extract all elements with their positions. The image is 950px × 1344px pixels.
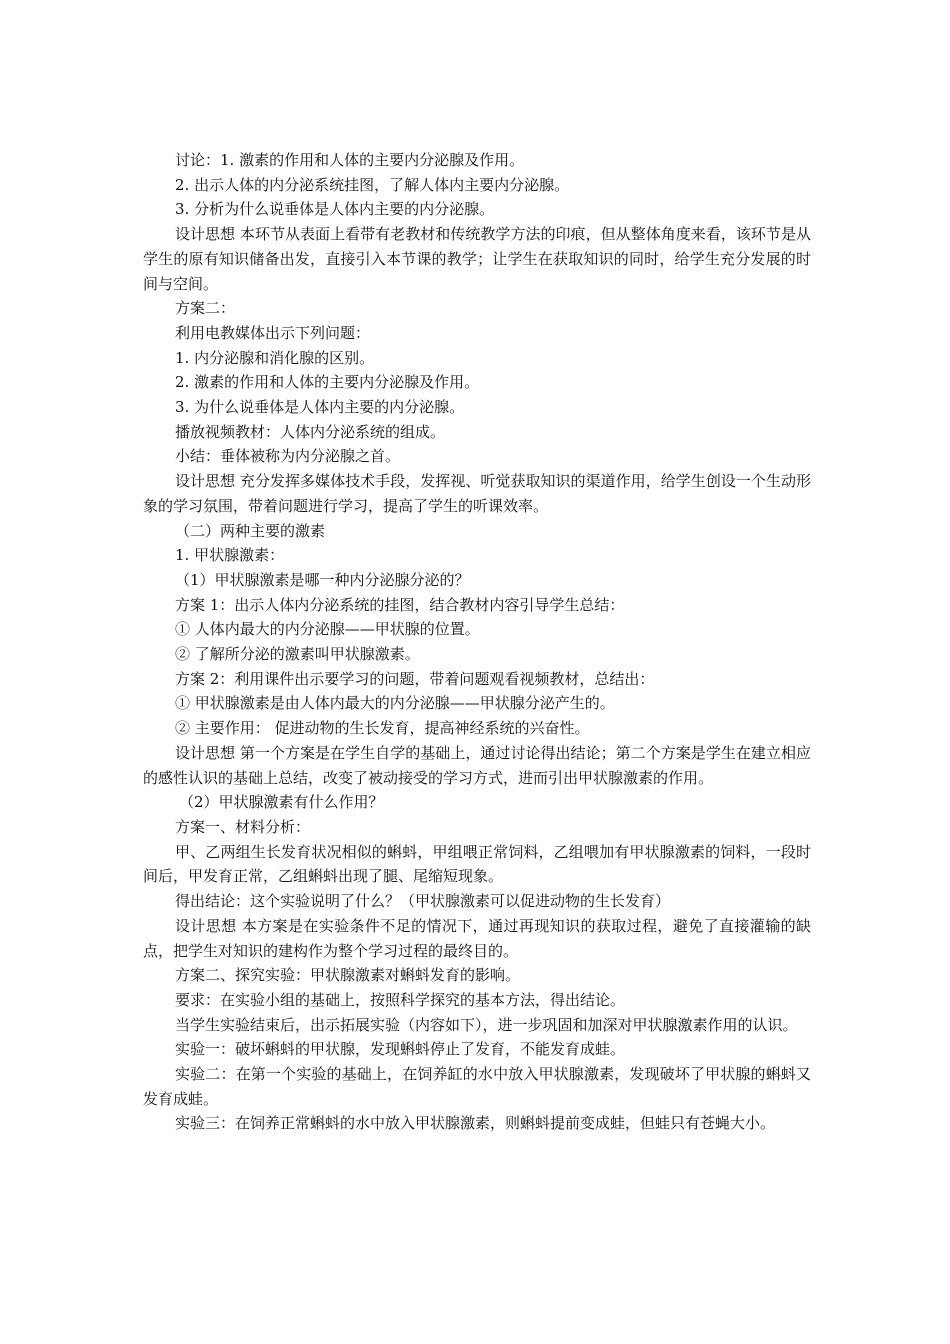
paragraph-experiment-2: 实验二：在第一个实验的基础上，在饲养缸的水中放入甲状腺激素，发现破坏了甲状腺的蝌蚪又发育成蛙。 [143,1065,811,1108]
section-heading-two-hormones: （二）两种主要的激素 [175,521,326,540]
paragraph-plan-two-experiment: 方案二、探究实验：甲状腺激素对蝌蚪发育的影响。 [175,966,521,985]
list-item-circle-1b: ① 甲状腺激素是由人体内最大的内分泌腺——甲状腺分泌产生的。 [175,694,615,713]
paragraph-plan-two-heading: 方案二： [175,299,236,318]
paragraph-design-idea-2: 设计思想 充分发挥多媒体技术手段，发挥视、听觉获取知识的渠道作用，给学生创设一个生动形象的学习氛围，带着问题进行学习，提高了学生的听课效率。 [143,472,811,515]
paragraph-question-3: 3. 为什么说垂体是人体内主要的内分泌腺。 [175,398,465,417]
question-heading-1: （1）甲状腺激素是哪一种内分泌腺分泌的？ [175,570,470,589]
paragraph-plan-1: 方案 1：出示人体内分泌系统的挂图，结合教材内容引导学生总结： [175,595,625,614]
paragraph-question-2: 2. 激素的作用和人体的主要内分泌腺及作用。 [175,373,480,392]
paragraph-plan-one-material: 方案一、材料分析： [175,817,311,836]
paragraph-conclusion: 得出结论：这个实验说明了什么？（甲状腺激素可以促进动物的生长发育） [175,892,671,911]
paragraph-extension: 当学生实验结束后，出示拓展实验（内容如下），进一步巩固和加深对甲状腺激素作用的认识。 [175,1015,798,1034]
paragraph-summary: 小结：垂体被称为内分泌腺之首。 [175,447,401,466]
paragraph-discussion-1: 讨论：1. 激素的作用和人体的主要内分泌腺及作用。 [175,151,525,169]
question-heading-2: （2）甲状腺激素有什么作用？ [179,793,384,812]
paragraph-design-idea-1: 设计思想 本环节从表面上看带有老教材和传统教学方法的印痕，但从整体角度来看，该环节是从学生的原有知识储备出发，直接引入本节课的教学；让学生在获取知识的同时，给学生充分发展的时间与空间。 [143,225,811,293]
paragraph-discussion-2: 2. 出示人体的内分泌系统挂图，了解人体内主要内分泌腺。 [175,175,570,194]
paragraph-plan-two-intro: 利用电教媒体出示下列问题： [175,323,371,342]
paragraph-design-idea-3: 设计思想 第一个方案是在学生自学的基础上，通过讨论得出结论；第二个方案是学生在建立相应的感性认识的基础上总结，改变了被动接受的学习方式，进而引出甲状腺激素的作用。 [143,743,811,787]
list-item-circle-2b: ② 主要作用： 促进动物的生长发育，提高神经系统的兴奋性。 [175,719,590,738]
subsection-heading-thyroxine: 1. 甲状腺激素： [175,546,285,565]
document-body [143,148,811,1136]
paragraph-design-idea-4: 设计思想 本方案是在实验条件不足的情况下，通过再现知识的获取过程，避免了直接灌输的缺点，把学生对知识的建构作为整个学习过程的最终目的。 [143,916,811,960]
paragraph-requirement: 要求：在实验小组的基础上，按照科学探究的基本方法，得出结论。 [175,990,626,1009]
paragraph-discussion-3: 3. 分析为什么说垂体是人体内主要的内分泌腺。 [175,200,495,219]
list-item-circle-1a: ① 人体内最大的内分泌腺——甲状腺的位置。 [175,620,480,639]
paragraph-material-description: 甲、乙两组生长发育状况相似的蝌蚪，甲组喂正常饲料，乙组喂加有甲状腺激素的饲料，一段时间后，甲发育正常，乙组蝌蚪出现了腿、尾缩短现象。 [143,842,811,886]
paragraph-plan-2: 方案 2：利用课件出示要学习的问题，带着问题观看视频教材，总结出： [175,669,655,688]
paragraph-question-1: 1. 内分泌腺和消化腺的区别。 [175,348,375,367]
paragraph-experiment-3: 实验三：在饲养正常蝌蚪的水中放入甲状腺激素，则蝌蚪提前变成蛙，但蛙只有苍蝇大小。 [175,1114,776,1133]
paragraph-video: 播放视频教材：人体内分泌系统的组成。 [175,422,446,441]
paragraph-experiment-1: 实验一：破坏蝌蚪的甲状腺，发现蝌蚪停止了发育，不能发育成蛙。 [175,1040,626,1059]
list-item-circle-2a: ② 了解所分泌的激素叫甲状腺激素。 [175,645,420,664]
